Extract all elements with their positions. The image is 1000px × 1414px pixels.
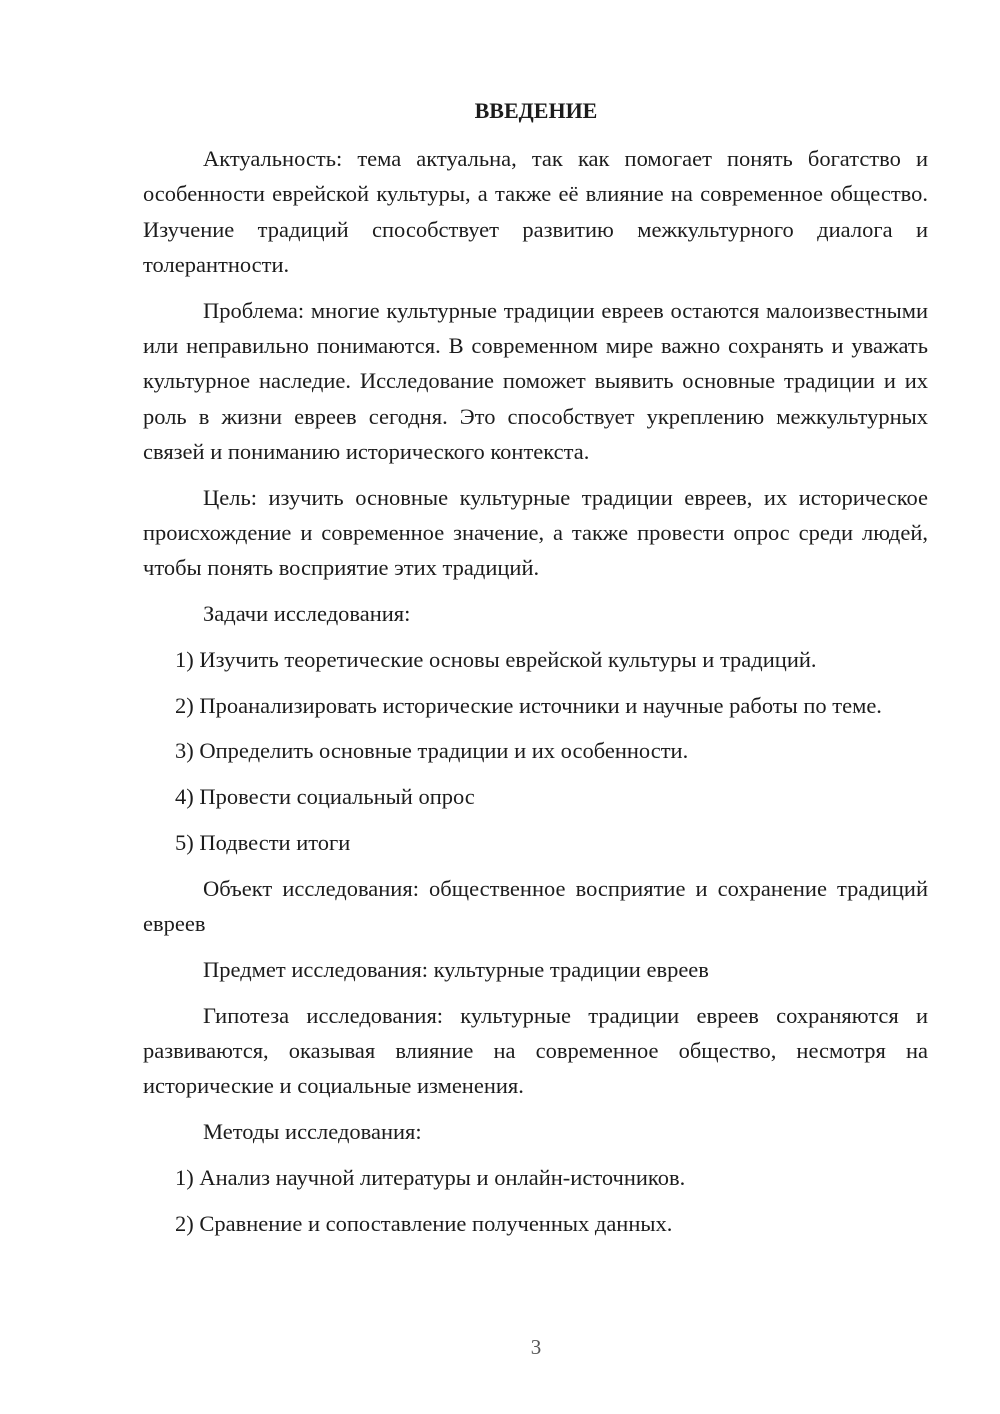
tasks-heading: Задачи исследования: xyxy=(203,601,411,627)
task-item-1: 1) Изучить теоретические основы еврейской культуры и традиций. xyxy=(175,646,817,672)
paragraph-hypothesis: Гипотеза исследования: культурные традиции евреев сохраняются и развиваются, оказывая влияние на современное общество, несмотря на исторические и социальные изменения. xyxy=(143,1002,928,1099)
paragraph-subject: Предмет исследования: культурные традиции евреев xyxy=(203,956,709,982)
task-item-5: 5) Подвести итоги xyxy=(175,830,351,856)
paragraph-goal: Цель: изучить основные культурные традиции евреев, их историческое происхождение и современное значение, а также провести опрос среди людей, чтобы понять восприятие этих традиций. xyxy=(143,484,928,581)
method-item-1: 1) Анализ научной литературы и онлайн-источников. xyxy=(175,1164,686,1190)
page-title: ВВЕДЕНИЕ xyxy=(474,98,598,123)
page-number: 3 xyxy=(530,1335,542,1359)
methods-heading: Методы исследования: xyxy=(203,1119,422,1145)
task-item-3: 3) Определить основные традиции и их особенности. xyxy=(175,738,689,764)
method-item-2: 2) Сравнение и сопоставление полученных данных. xyxy=(175,1210,673,1236)
paragraph-object: Объект исследования: общественное восприятие и сохранение традиций евреев xyxy=(143,875,928,937)
paragraph-problem: Проблема: многие культурные традиции евреев остаются малоизвестными или неправильно понимаются. В современном мире важно сохранять и уважать культурное наследие. Исследование поможет выявить основные традиции и их роль в жизни евреев сегодня. Это способствует укреплению межкультурных связей и пониманию исторического контекста. xyxy=(143,297,928,464)
document-body xyxy=(143,141,928,1252)
task-item-2: 2) Проанализировать исторические источники и научные работы по теме. xyxy=(175,692,882,718)
paragraph-relevance: Актуальность: тема актуальна, так как помогает понять богатство и особенности еврейской культуры, а также её влияние на современное общество. Изучение традиций способствует развитию межкультурного диалога и толерантности. xyxy=(143,146,928,277)
task-item-4: 4) Провести социальный опрос xyxy=(175,784,475,810)
